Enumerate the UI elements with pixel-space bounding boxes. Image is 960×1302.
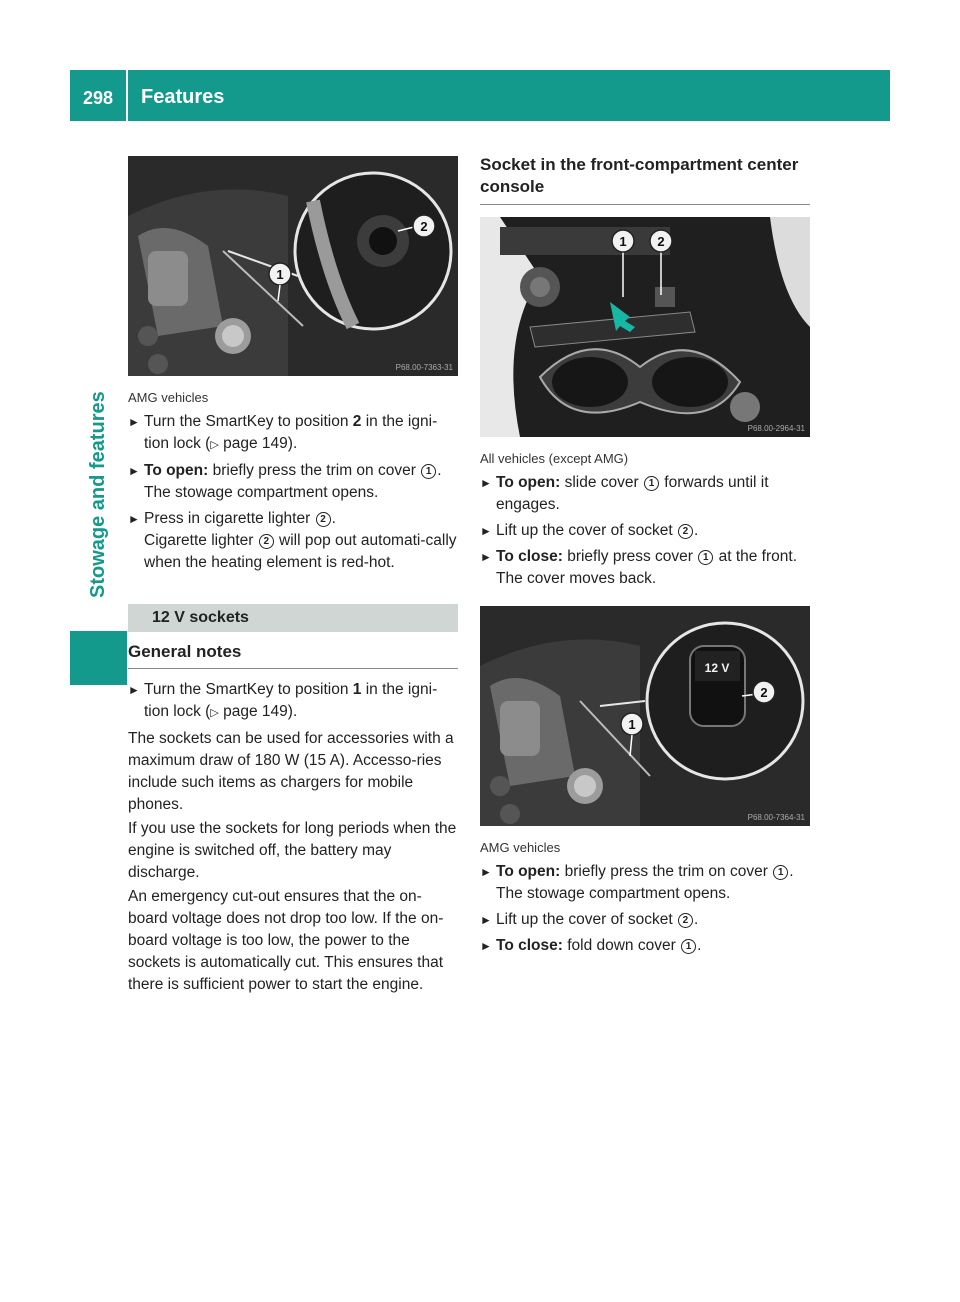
step-position: 1: [352, 681, 362, 698]
circled-number: 1: [773, 865, 788, 880]
step-press-lighter: [128, 508, 458, 574]
step-text: Lift up the cover of socket: [496, 911, 677, 928]
step-lift-socket-cover-amg: [480, 909, 810, 931]
circled-number: 2: [316, 512, 331, 527]
circled-number: 1: [644, 476, 659, 491]
section-title-12v-sockets: 12 V sockets: [128, 604, 458, 632]
side-tab-label: Stowage and features: [87, 391, 109, 598]
step-text: Press in cigarette lighter: [144, 510, 315, 527]
circled-number: 2: [678, 913, 693, 928]
step-result: The stowage compartment opens.: [496, 885, 731, 902]
page-reference-link[interactable]: page 149: [223, 435, 288, 452]
step-text: forwards until it engages.: [496, 474, 769, 513]
callout-2: 2: [420, 219, 428, 234]
step-text: Turn the SmartKey to position: [144, 681, 353, 698]
step-label: To open:: [496, 474, 561, 491]
step-text: .: [697, 937, 702, 954]
photo-code: P68.00-7364-31: [747, 813, 805, 822]
step-text: in the igni-tion lock (: [144, 681, 438, 720]
step-label: To open:: [144, 462, 209, 479]
callout-1: 1: [276, 267, 284, 282]
arrow-right-icon: ►: [480, 939, 492, 953]
page-ref-triangle-icon: ▷: [210, 439, 219, 451]
callout-1: 1: [628, 717, 636, 732]
step-position: 2: [352, 413, 362, 430]
step-close-fold-down: [480, 935, 810, 957]
page-reference-link[interactable]: page 149: [223, 703, 288, 720]
step-text: fold down cover: [562, 937, 681, 954]
subheading-general-notes: General notes: [128, 642, 458, 669]
step-open-stowage: [128, 460, 458, 504]
arrow-right-icon: ►: [480, 524, 492, 538]
photo-amg-socket: [480, 606, 810, 826]
step-result: will pop out automati-cally when the heating element is red-hot.: [144, 532, 457, 571]
side-tab-block: [70, 631, 127, 685]
paragraph-emergency-cutout: An emergency cut-out ensures that the on-board voltage does not drop too low. If the on-board voltage is too low, the power to the sockets is automatically cut. This ensures that there is sufficient power to start the engine.: [128, 888, 444, 993]
step-text: .: [693, 522, 699, 539]
photo-illustration: [128, 156, 458, 376]
step-result: Cigarette lighter: [144, 532, 258, 549]
arrow-right-icon: ►: [128, 512, 140, 526]
step-text: Turn the SmartKey to position: [144, 413, 353, 430]
arrow-right-icon: ►: [480, 476, 492, 490]
circled-number: 2: [259, 534, 274, 549]
callout-2: 2: [760, 685, 768, 700]
circled-number: 1: [421, 464, 436, 479]
socket-label: 12 V: [704, 661, 730, 675]
circled-number: 2: [678, 524, 693, 539]
step-text: slide cover: [560, 474, 643, 491]
header-divider: [126, 70, 128, 121]
circled-number: 1: [681, 939, 696, 954]
step-open-cover: [480, 472, 810, 516]
paragraph-battery-discharge: If you use the sockets for long periods when the engine is switched off, the battery may discharge.: [128, 820, 457, 881]
page-title: Features: [141, 86, 225, 108]
arrow-right-icon: ►: [128, 683, 140, 697]
page-number: 298: [82, 88, 114, 108]
step-text: .: [789, 863, 794, 880]
step-label: To close:: [496, 548, 563, 565]
step-text: ).: [287, 435, 298, 452]
arrow-right-icon: ►: [480, 913, 492, 927]
arrow-right-icon: ►: [480, 550, 492, 564]
photo-illustration: [480, 606, 810, 826]
arrow-right-icon: ►: [480, 865, 492, 879]
step-text: .: [693, 911, 699, 928]
step-text: briefly press cover: [562, 548, 698, 565]
caption-all-vehicles: All vehicles (except AMG): [480, 451, 629, 466]
right-column: [480, 154, 810, 961]
step-text: briefly press the trim on cover: [208, 462, 421, 479]
step-text: ).: [287, 703, 298, 720]
photo-amg-stowage-lighter: [128, 156, 458, 376]
step-open-trim: [480, 861, 810, 905]
callout-1: 1: [619, 234, 627, 249]
step-text: .: [437, 462, 442, 479]
paragraph-sockets-usage: The sockets can be used for accessories with a maximum draw of 180 W (15 A). Accesso-ries include such items as chargers for mobile phones.: [128, 730, 454, 813]
step-text: Lift up the cover of socket: [496, 522, 677, 539]
arrow-right-icon: ►: [128, 415, 140, 429]
step-text: in the igni-tion lock (: [144, 413, 438, 452]
photo-code: P68.00-2964-31: [747, 424, 805, 433]
step-label: To close:: [496, 937, 563, 954]
step-result: The stowage compartment opens.: [144, 484, 379, 501]
callout-2: 2: [657, 234, 665, 249]
step-text: at the front.: [714, 548, 797, 565]
circled-number: 1: [698, 550, 713, 565]
step-close-cover: [480, 546, 810, 590]
step-text: .: [331, 510, 336, 527]
step-result: The cover moves back.: [496, 570, 657, 587]
arrow-right-icon: ►: [128, 464, 140, 478]
photo-code: P68.00-7363-31: [395, 363, 453, 372]
photo-front-console-socket: [480, 217, 810, 437]
caption-amg-vehicles: AMG vehicles: [128, 390, 209, 405]
photo-illustration: [480, 217, 810, 437]
page-ref-triangle-icon: ▷: [210, 707, 219, 719]
left-column: [128, 156, 458, 998]
step-turn-smartkey-1: [128, 679, 458, 724]
step-lift-socket-cover: [480, 520, 810, 542]
caption-amg-vehicles: AMG vehicles: [480, 840, 561, 855]
step-turn-smartkey: [128, 411, 458, 456]
heading-front-console-socket: Socket in the front-compartment center console: [480, 154, 810, 205]
step-text: briefly press the trim on cover: [560, 863, 773, 880]
step-label: To open:: [496, 863, 561, 880]
